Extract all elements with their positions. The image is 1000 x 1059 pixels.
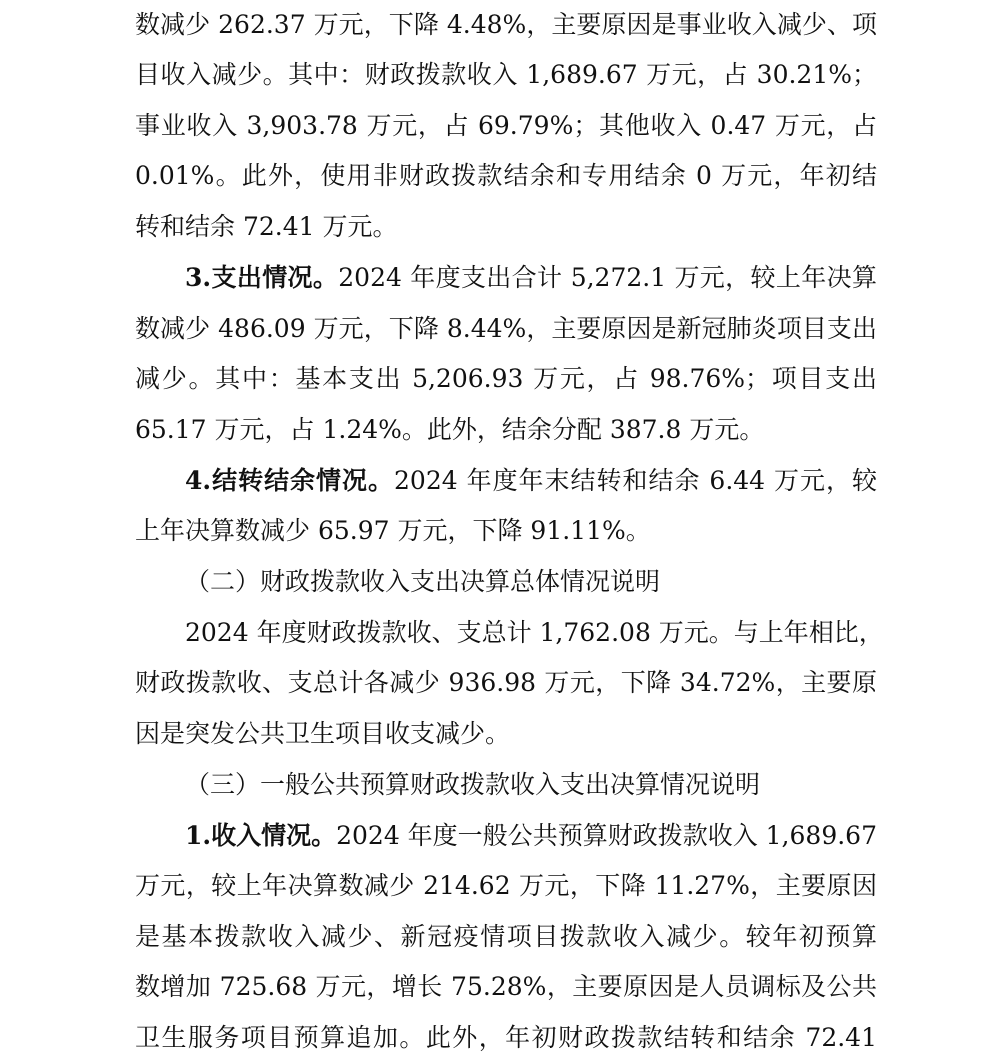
text-line: 2024 年度财政拨款收、支总计 1,762.08 万元。与上年相比， bbox=[185, 618, 884, 647]
text-line: 卫生服务项目预算追加。此外，年初财政拨款结转和结余 72.41 bbox=[135, 1023, 877, 1052]
section-label-expenditure: 3.支出情况。 bbox=[185, 263, 339, 292]
text-line: 数增加 725.68 万元，增长 75.28%，主要原因是人员调标及公共 bbox=[135, 972, 877, 1001]
text-line: 财政拨款收、支总计各减少 936.98 万元，下降 34.72%，主要原 bbox=[135, 668, 877, 697]
section-label-carryover: 4.结转结余情况。 bbox=[185, 466, 395, 495]
section-label-income: 1.收入情况。 bbox=[185, 821, 337, 850]
section-heading-3: （三）一般公共预算财政拨款收入支出决算情况说明 bbox=[185, 770, 761, 799]
section-heading-2: （二）财政拨款收入支出决算总体情况说明 bbox=[185, 567, 661, 596]
paragraph-income-first-line bbox=[185, 816, 877, 856]
paragraph-carryover-first-line bbox=[185, 461, 877, 501]
text-line: 事业收入 3,903.78 万元，占 69.79%；其他收入 0.47 万元，占 bbox=[135, 111, 877, 140]
text-span: 2024 年度一般公共预算财政拨款收入 1,689.67 bbox=[336, 821, 877, 850]
text-line: 减少。其中：基本支出 5,206.93 万元，占 98.76%；项目支出 bbox=[135, 364, 877, 393]
text-line: 0.01%。此外，使用非财政拨款结余和专用结余 0 万元，年初结 bbox=[135, 161, 877, 190]
text-line: 万元，较上年决算数减少 214.62 万元，下降 11.27%，主要原因 bbox=[135, 871, 877, 900]
text-line: 上年决算数减少 65.97 万元，下降 91.11%。 bbox=[135, 516, 651, 545]
text-line: 目收入减少。其中：财政拨款收入 1,689.67 万元，占 30.21%； bbox=[135, 60, 877, 89]
text-span: 2024 年度支出合计 5,272.1 万元，较上年决算 bbox=[338, 263, 877, 292]
text-span: 2024 年度年末结转和结余 6.44 万元，较 bbox=[394, 466, 877, 495]
text-line: 是基本拨款收入减少、新冠疫情项目拨款收入减少。较年初预算 bbox=[135, 922, 877, 951]
text-line: 数减少 262.37 万元，下降 4.48%，主要原因是事业收入减少、项 bbox=[135, 10, 877, 39]
paragraph-expenditure-first-line bbox=[185, 258, 877, 298]
text-line: 因是突发公共卫生项目收支减少。 bbox=[135, 719, 511, 748]
text-line: 65.17 万元，占 1.24%。此外，结余分配 387.8 万元。 bbox=[135, 415, 765, 444]
text-line: 转和结余 72.41 万元。 bbox=[135, 212, 398, 241]
text-line: 数减少 486.09 万元，下降 8.44%，主要原因是新冠肺炎项目支出 bbox=[135, 314, 877, 343]
